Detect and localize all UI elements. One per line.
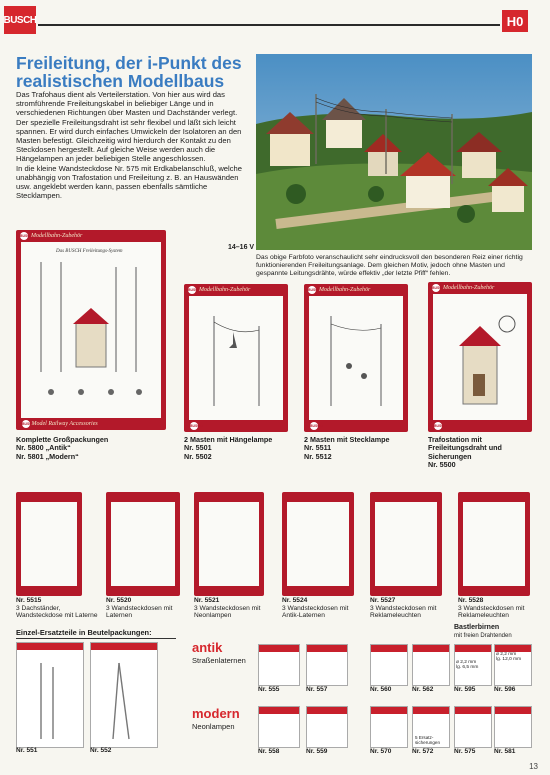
bulb-dims (496, 652, 521, 663)
modern-title: modern (192, 706, 240, 721)
pack-number: Nr. 5524 (282, 597, 308, 604)
pack-label-5500 (428, 436, 538, 470)
item-tile-570 (370, 706, 408, 748)
busch-mini-logo: BUSCH (20, 234, 33, 238)
pack-label-5511 (304, 436, 414, 461)
item-number: Nr. 562 (412, 686, 434, 693)
item-number: Nr. 570 (370, 748, 392, 755)
item-tile-555 (258, 644, 300, 686)
pack-number: Nr. 5527 (370, 597, 396, 604)
pack-desc: 3 Wandsteckdosen mit Neonlampen (194, 604, 261, 620)
fuse-label: 5 Ersatz-sicherungen (415, 735, 441, 745)
pack-number: Nr. 5515 (16, 597, 42, 604)
item-number: Nr. 558 (258, 748, 280, 755)
product-card-5527 (370, 492, 442, 596)
product-card-5521 (194, 492, 264, 596)
card-contents (189, 296, 283, 420)
card-contents (309, 296, 403, 420)
pack-number: Nr. 5520 (106, 597, 132, 604)
bulb-dim: lg. 12,0 mm (496, 657, 522, 663)
pack-title: Komplette Großpackungen (16, 435, 109, 444)
spare-parts-title: Einzel-Ersatzteile in Beutelpackungen: (16, 628, 152, 637)
item-number: Nr. 575 (454, 748, 476, 755)
busch-mini-logo: BUSCH (434, 424, 447, 428)
pack-desc: 3 Wandsteckdosen mit Antik-Laternen (282, 604, 349, 620)
pack-label-5524 (282, 597, 366, 620)
item-number: Nr. 559 (306, 748, 328, 755)
pack-desc: 3 Wandsteckdosen mit Reklameleuchten (370, 604, 437, 620)
page-number: 13 (529, 762, 538, 771)
item-tile-558 (258, 706, 300, 748)
intro-paragraph: Das Trafohaus dient als Verteilerstation. Von hier aus wird das stromführende Freileitungskabel in beliebiger Länge und in verschiedenen Richtungen über Masten und Dachständer verlegt. (16, 90, 238, 118)
bulbs-sub: mit freien Drahtenden (454, 633, 512, 639)
item-number: Nr. 555 (258, 686, 280, 693)
pack-desc: 3 Wandsteckdosen mit Reklameleuchten (458, 604, 525, 620)
card-footer (310, 421, 404, 431)
bulbs-title: Bastlerbirnen (454, 624, 500, 631)
bulb-dim: ⌀ 2,2 mm (456, 660, 477, 665)
page-headline: Freileitung, der i-Punkt des realistischen Modellbaus (16, 53, 242, 91)
item-tile-559 (306, 706, 348, 748)
pack-number: Nr. 5521 (194, 597, 220, 604)
card-footer (190, 421, 284, 431)
card-footer-text: Model Railway Accessories (31, 421, 98, 427)
card-header-text: Modellbahn-Zubehör (443, 285, 495, 291)
layout-photo (256, 54, 532, 250)
spare-part-551 (16, 642, 84, 748)
item-tile-562 (412, 644, 450, 686)
busch-mini-logo: BUSCH (190, 424, 203, 428)
card-header (188, 285, 284, 295)
spare-part-number: Nr. 552 (90, 747, 112, 754)
busch-mini-logo: BUSCH (310, 424, 323, 428)
pack-label-5515 (16, 597, 104, 620)
item-number: Nr. 595 (454, 686, 476, 693)
pack-desc: 3 Dachständer, Wandsteckdose mit Laterne (16, 604, 98, 620)
busch-mini-logo: BUSCH (188, 288, 201, 292)
divider (16, 638, 176, 639)
product-card-5520 (106, 492, 180, 596)
item-tile-581 (494, 706, 532, 748)
card-header-text: Modellbahn-Zubehör (319, 287, 371, 293)
pack-number: Nr. 5502 (184, 451, 212, 461)
bulb-dim: lg. 6,5 mm (456, 665, 479, 671)
pack-title: 2 Masten mit Hängelampe (184, 435, 273, 444)
busch-mini-logo: BUSCH (308, 288, 321, 292)
photo-caption: Das obige Farbfoto veranschaulicht sehr eindrucksvoll den besonderen Reiz einer richtig funktionierenden Freileitungsanlage. Dem gleichen Motiv, jedoch ohne Masten und gespannte Leitungsdrähte, würde effektiv „der letzte Pfiff“ fehlen. (256, 254, 523, 277)
header-rule (38, 24, 500, 26)
pack-label-5521 (194, 597, 278, 620)
product-card-5528 (458, 492, 530, 596)
bulb-dims (456, 660, 478, 671)
product-card-5500 (428, 282, 532, 432)
intro-paragraph: Der spezielle Freileitungsdraht ist sehr flexibel und läßt sich leicht spannen. Er wird durch einfaches Umwickeln der Isolatoren an den Masten befestigt. Gleichzeitig wird hierdurch der Kontakt zu den Steckdosen hergestellt. Auf gleiche Weise werden auch die Hängelampen an jeder beliebigen Stelle angeschlossen. (16, 117, 242, 164)
antik-sub: Straßenlaternen (192, 656, 246, 665)
pack-number: Nr. 5500 (428, 460, 456, 470)
item-tile-575 (454, 706, 492, 748)
spare-part-552 (90, 642, 158, 748)
pack-number: Nr. 5512 (304, 451, 332, 461)
product-card-5511 (304, 284, 408, 432)
pack-number: Nr. 5511 (304, 443, 332, 453)
pack-number: Nr. 5801 „Modern“ (16, 451, 79, 461)
product-card-5524 (282, 492, 354, 596)
item-tile-560 (370, 644, 408, 686)
pack-number: Nr. 5501 (184, 443, 212, 453)
pack-label-5527 (370, 597, 454, 620)
pack-desc: 3 Wandsteckdosen mit Laternen (106, 604, 173, 620)
intro-paragraph: In die kleine Wandsteckdose Nr. 575 mit Erdkabelanschluß, welche unabhängig von Trafostation und Freileitung z. B. an Hauswänden usw. angeklebt werden kann, passen ebenfalls sämtliche Stecklampen. (16, 163, 242, 201)
card-header-text: Modellbahn-Zubehör (199, 287, 251, 293)
pack-title: Trafostation mit Freileitungsdraht und Sicherungen (428, 435, 502, 461)
intro-text (16, 90, 252, 200)
modern-sub: Neonlampen (192, 722, 235, 731)
busch-logo: BUSCH (4, 6, 36, 34)
pack-label-5520 (106, 597, 190, 620)
product-card-5800 (16, 230, 166, 430)
scale-badge: H0 (502, 10, 528, 32)
card-footer (22, 419, 162, 429)
card-header (308, 285, 404, 295)
item-number: Nr. 596 (494, 686, 516, 693)
pack-label-5501 (184, 436, 294, 461)
busch-mini-logo: BUSCH (22, 422, 35, 426)
card-footer (434, 421, 528, 431)
card-header (432, 283, 528, 293)
card-sub: Das BUSCH Freileitungs-System (56, 249, 123, 254)
pack-label-5800 (16, 436, 176, 461)
item-tile-572 (412, 706, 450, 748)
item-number: Nr. 557 (306, 686, 328, 693)
spare-part-number: Nr. 551 (16, 747, 38, 754)
card-contents (433, 294, 527, 420)
pack-title: 2 Masten mit Stecklampe (304, 435, 390, 444)
bulb-dim: ⌀ 2,2 mm (496, 652, 517, 657)
card-contents (21, 242, 161, 418)
product-card-5515 (16, 492, 82, 596)
pack-number: Nr. 5528 (458, 597, 484, 604)
item-number: Nr. 581 (494, 748, 516, 755)
product-card-5501 (184, 284, 288, 432)
busch-mini-logo: BUSCH (432, 286, 445, 290)
card-header (20, 231, 162, 241)
card-header-text: Modellbahn-Zubehör (31, 233, 83, 239)
item-number: Nr. 572 (412, 748, 434, 755)
pack-number: Nr. 5800 „Antik“ (16, 443, 71, 453)
pack-label-5528 (458, 597, 542, 620)
item-number: Nr. 560 (370, 686, 392, 693)
item-tile-596 (494, 644, 532, 686)
item-tile-557 (306, 644, 348, 686)
antik-title: antik (192, 640, 223, 655)
voltage-label: 14–16 V (228, 244, 255, 251)
